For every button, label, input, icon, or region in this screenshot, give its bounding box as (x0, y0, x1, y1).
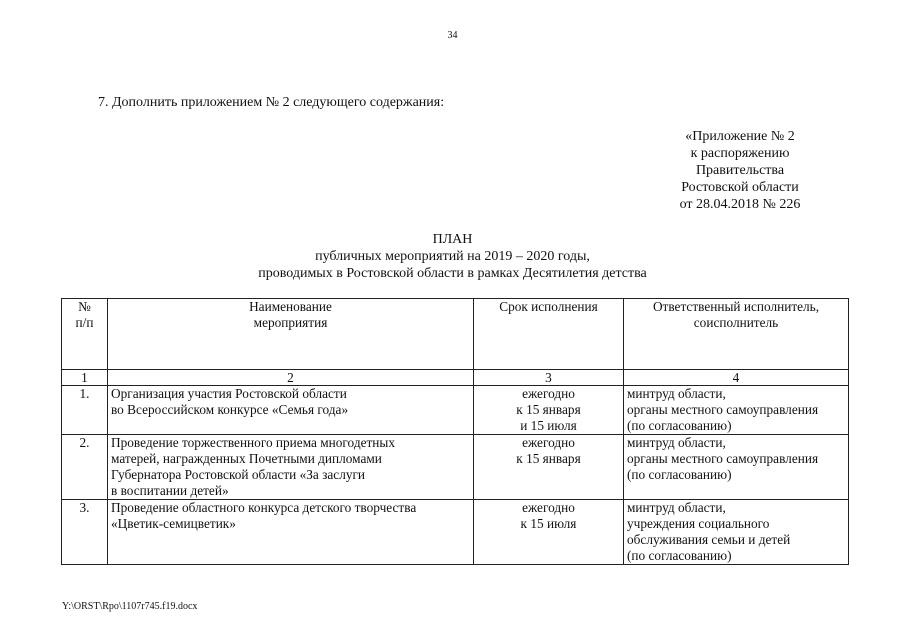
header-term (474, 299, 624, 370)
row-number: 2. (62, 435, 108, 500)
table-header-row (62, 299, 849, 370)
row-term (474, 386, 624, 435)
cell-line: Проведение торжественного приема многодетных (111, 435, 395, 450)
header-text: Срок исполнения (499, 299, 598, 314)
cell-line: органы местного самоуправления (627, 402, 819, 417)
cell-line: минтруд области, (627, 435, 726, 450)
annex-line: «Приложение № 2 (685, 129, 795, 144)
column-index-row (62, 370, 849, 386)
column-index: 1 (62, 370, 108, 386)
cell-line: Организация участия Ростовской области (111, 386, 347, 401)
cell-line: обслуживания семьи и детей (627, 532, 791, 547)
row-term (474, 435, 624, 500)
table-row (62, 435, 849, 500)
cell-line: ежегодно (522, 500, 575, 515)
table-row (62, 500, 849, 565)
cell-line: Проведение областного конкурса детского творчества (111, 500, 417, 515)
table-row (62, 386, 849, 435)
plan-table (61, 298, 849, 565)
annex-line: Правительства (695, 163, 785, 178)
cell-line: (по согласованию) (627, 467, 732, 482)
cell-line: к 15 января (516, 402, 581, 417)
header-name (108, 299, 474, 370)
row-event-name (108, 386, 474, 435)
plan-subtitle: публичных мероприятий на 2019 – 2020 годы, (315, 249, 590, 264)
header-text: Ответственный исполнитель, (652, 299, 820, 314)
header-text: № (78, 299, 91, 314)
cell-line: Губернатора Ростовской области «За заслуги (111, 467, 366, 482)
page-number: 34 (447, 30, 458, 41)
cell-line: ежегодно (522, 435, 575, 450)
plan-subtitle: проводимых в Ростовской области в рамках Десятилетия детства (258, 266, 647, 281)
cell-line: учреждения социального (627, 516, 770, 531)
cell-line: «Цветик-семицветик» (111, 516, 236, 531)
row-number: 1. (62, 386, 108, 435)
plan-title-block (0, 231, 905, 282)
cell-line: к 15 июля (520, 516, 577, 531)
annex-heading (640, 128, 840, 213)
annex-line: Ростовской области (681, 180, 799, 195)
cell-line: органы местного самоуправления (627, 451, 819, 466)
header-text: мероприятия (253, 315, 328, 330)
row-responsible (624, 386, 849, 435)
annex-line: от 28.04.2018 № 226 (679, 197, 801, 212)
cell-line: матерей, награжденных Почетными дипломами (111, 451, 382, 466)
row-responsible (624, 435, 849, 500)
cell-line: ежегодно (522, 386, 575, 401)
cell-line: и 15 июля (520, 418, 577, 433)
column-index: 3 (474, 370, 624, 386)
column-index: 2 (108, 370, 474, 386)
column-index: 4 (624, 370, 849, 386)
cell-line: минтруд области, (627, 386, 726, 401)
plan-title: ПЛАН (432, 232, 473, 247)
intro-paragraph: 7. Дополнить приложением № 2 следующего содержания: (98, 95, 445, 110)
cell-line: (по согласованию) (627, 548, 732, 563)
row-number: 3. (62, 500, 108, 565)
cell-line: минтруд области, (627, 500, 726, 515)
header-text: п/п (75, 315, 94, 330)
row-event-name (108, 500, 474, 565)
row-event-name (108, 435, 474, 500)
header-text: Наименование (249, 299, 332, 314)
header-text: соисполнитель (693, 315, 779, 330)
row-responsible (624, 500, 849, 565)
cell-line: во Всероссийском конкурсе «Семья года» (111, 402, 349, 417)
cell-line: (по согласованию) (627, 418, 732, 433)
annex-line: к распоряжению (690, 146, 790, 161)
row-term (474, 500, 624, 565)
header-responsible (624, 299, 849, 370)
cell-line: в воспитании детей» (111, 483, 229, 498)
file-path-footer: Y:\ORST\Rpo\1107r745.f19.docx (62, 601, 198, 612)
header-num (62, 299, 108, 370)
cell-line: к 15 января (516, 451, 581, 466)
